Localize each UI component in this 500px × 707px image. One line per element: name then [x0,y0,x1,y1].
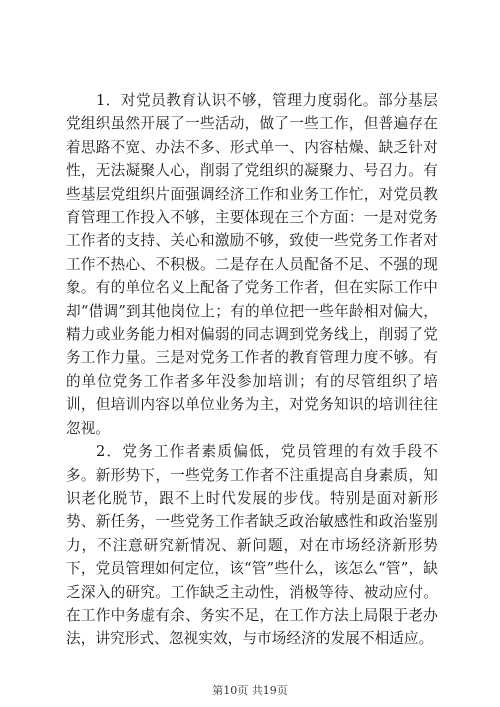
paragraph-1: 1．对党员教育认识不够，管理力度弱化。部分基层党组织虽然开展了一些活动，做了一些工作，但普遍存在着思路不宽、办法不多、形式单一、内容枯燥、缺乏针对性，无法凝聚人心，削弱了党组织的凝聚力、号召力。有些基层党组织片面强调经济工作和业务工作忙，对党员教育管理工作投入不够，主要体现在三个方面：一是对党务工作者的支持、关心和激励不够，致使一些党务工作者对工作不热心、不积极。二是存在人员配备不足、不强的现象。有的单位名义上配备了党务工作者，但在实际工作中却“借调”到其他岗位上；有的单位把一些年龄相对偏大，精力或业务能力相对偏弱的同志调到党务线上，削弱了党务工作力量。三是对党务工作者的教育管理力度不够。有的单位党务工作者多年没参加培训；有的尽管组织了培训，但培训内容以单位业务为主，对党务知识的培训往往忽视。 [66,92,438,437]
paragraph-2: 2．党务工作者素质偏低，党员管理的有效手段不多。新形势下，一些党务工作者不注重提高自身素质，知识老化脱节，跟不上时代发展的步伐。特别是面对新形势、新任务，一些党务工作者缺乏政治敏感性和政治鉴别力，不注意研究新情况、新问题，对在市场经济新形势下，党员管理如何定位，该“管”些什么，该怎么“管”，缺乏深入的研究。工作缺乏主动性，消极等待、被动应付。在工作中务虚有余、务实不足，在工作方法上局限于老办法，讲究形式、忽视实效，与市场经济的发展不相适应。 [66,443,438,648]
body-text [66,89,438,651]
page-footer: 第10页 共19页 [212,684,288,697]
